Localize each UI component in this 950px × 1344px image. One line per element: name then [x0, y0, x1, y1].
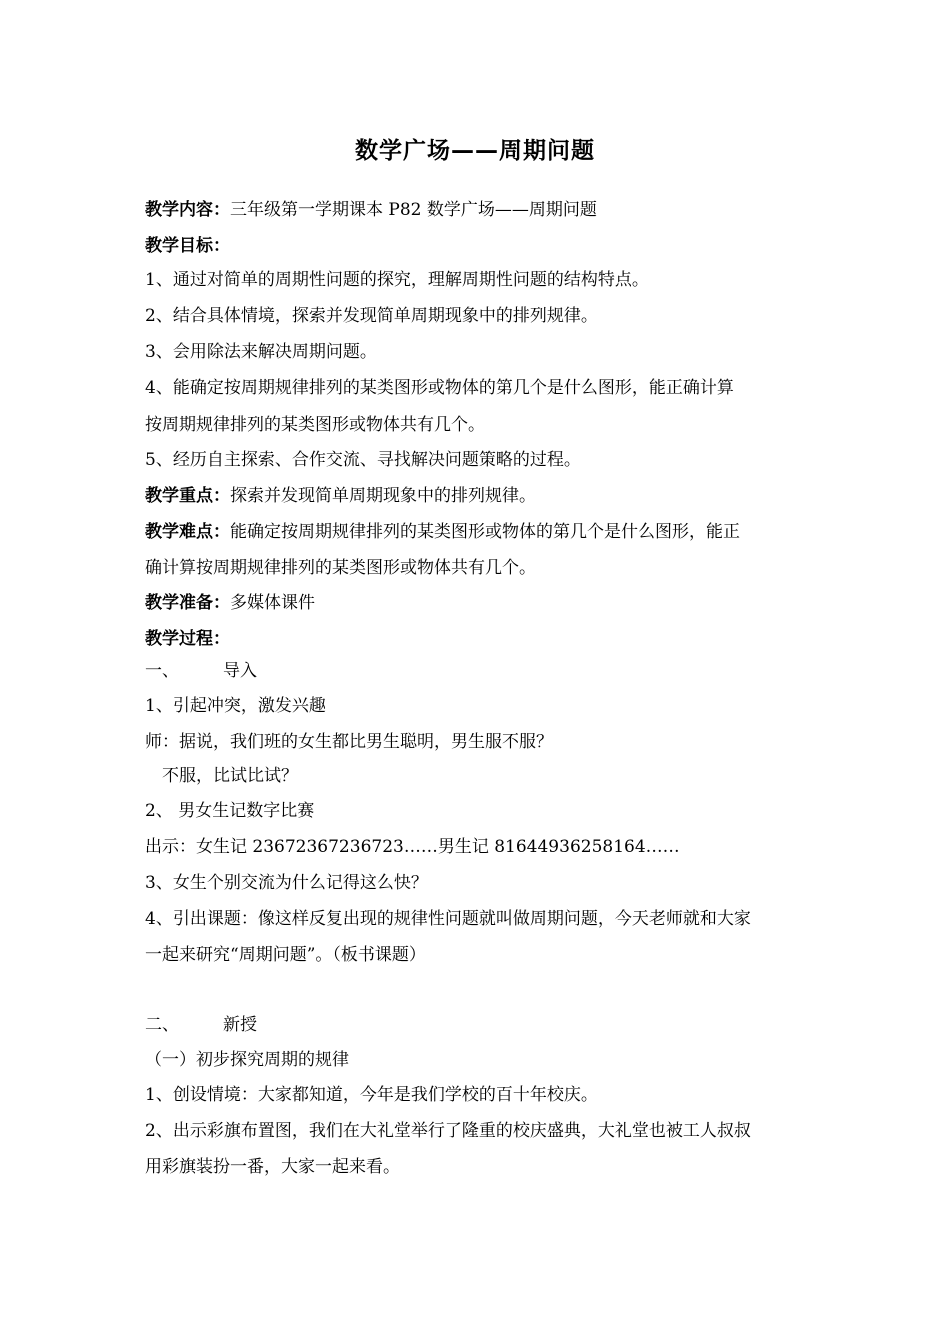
section-number: 二、 [145, 1015, 179, 1035]
process-line: 4、引出课题：像这样反复出现的规律性问题就叫做周期问题，今天老师就和大家 [145, 909, 751, 929]
process-line: 不服，比试比试？ [145, 766, 298, 786]
difficulty-text: 能确定按周期规律排列的某类图形或物体的第几个是什么图形，能正 [230, 522, 740, 542]
key-point [145, 484, 815, 508]
section-heading [145, 659, 815, 683]
process-line: 1、创设情境：大家都知道，今年是我们学校的百十年校庆。 [145, 1085, 598, 1105]
process-line: 用彩旗装扮一番，大家一起来看。 [145, 1157, 400, 1177]
process-line: 师：据说，我们班的女生都比男生聪明，男生服不服？ [145, 732, 553, 752]
label-difficulty: 教学难点： [145, 522, 230, 542]
process-line: 2、 男女生记数字比赛 [145, 801, 315, 821]
goal-item: 3、会用除法来解决周期问题。 [145, 342, 377, 362]
preparation [145, 591, 815, 615]
difficulty-continued: 确计算按周期规律排列的某类图形或物体共有几个。 [145, 558, 536, 578]
section-heading [145, 1013, 815, 1037]
process-line: 一起来研究“周期问题”。（板书课题） [145, 945, 426, 965]
process-line: 2、出示彩旗布置图，我们在大礼堂举行了隆重的校庆盛典，大礼堂也被工人叔叔 [145, 1121, 751, 1141]
label-goals: 教学目标： [145, 236, 230, 256]
goal-item: 2、结合具体情境，探索并发现简单周期现象中的排列规律。 [145, 306, 598, 326]
process-line: 3、女生个别交流为什么记得这么快？ [145, 873, 428, 893]
label-preparation: 教学准备： [145, 593, 230, 613]
section-number: 一、 [145, 661, 179, 681]
goal-item: 4、能确定按周期规律排列的某类图形或物体的第几个是什么图形，能正确计算 [145, 378, 734, 398]
process-line: 出示：女生记 23672367236723……男生记 81644936258164…… [145, 837, 680, 857]
difficulty [145, 520, 815, 544]
goal-item: 按周期规律排列的某类图形或物体共有几个。 [145, 415, 485, 435]
label-process: 教学过程： [145, 629, 230, 649]
process-line: （一）初步探究周期的规律 [145, 1050, 349, 1070]
label-content: 教学内容： [145, 200, 230, 220]
section-title: 导入 [223, 661, 257, 681]
teaching-content [145, 198, 815, 222]
goal-item: 5、经历自主探索、合作交流、寻找解决问题策略的过程。 [145, 450, 581, 470]
preparation-text: 多媒体课件 [230, 593, 315, 613]
section-title: 新授 [223, 1015, 257, 1035]
goal-item: 1、通过对简单的周期性问题的探究，理解周期性问题的结构特点。 [145, 270, 649, 290]
process-line: 1、引起冲突，激发兴趣 [145, 696, 326, 716]
page-title: 数学广场——周期问题 [355, 138, 595, 164]
key-point-text: 探索并发现简单周期现象中的排列规律。 [230, 486, 536, 506]
content-text: 三年级第一学期课本 P82 数学广场——周期问题 [230, 200, 597, 220]
label-key-point: 教学重点： [145, 486, 230, 506]
